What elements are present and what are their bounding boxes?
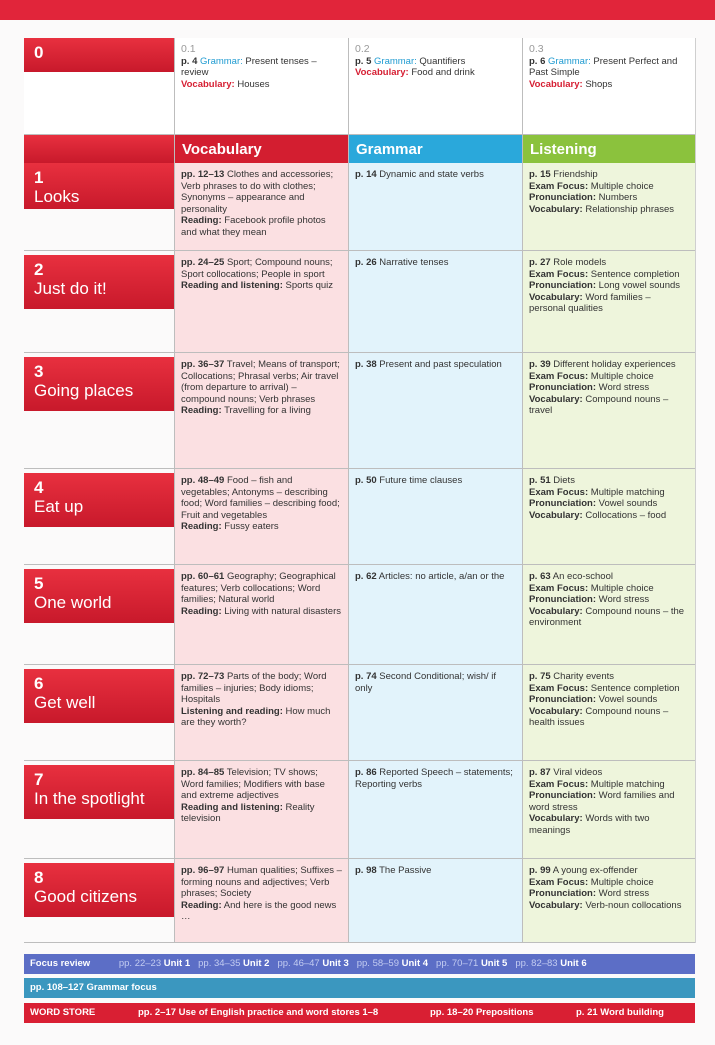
extra-label: Reading and listening:: [181, 280, 283, 291]
focus-review-unit: Unit 6: [560, 958, 587, 969]
word-store-item[interactable]: pp. 18–20 Prepositions: [430, 1007, 534, 1018]
intro-number: 0: [34, 43, 44, 62]
vocab-topics: Sport; Compound nouns; Sport collocations; People in sport: [181, 257, 333, 280]
focus-review-unit: Unit 2: [243, 958, 270, 969]
listening-cell: [522, 761, 695, 858]
listening-topic: A young ex-offender: [552, 865, 638, 876]
intro-col-3: [522, 38, 695, 134]
exam-focus-label: Exam Focus:: [529, 682, 589, 694]
unit-row: [24, 469, 695, 565]
exam-focus-text: Multiple matching: [590, 486, 665, 498]
page-ref: pp. 36–37: [181, 359, 225, 370]
unit-title: Just do it!: [34, 279, 107, 298]
focus-review-pages: pp. 58–59: [356, 958, 399, 969]
page-ref: p. 27: [529, 257, 551, 268]
pronunciation-label: Pronunciation:: [529, 694, 597, 705]
page-ref: pp. 60–61: [181, 571, 225, 582]
unit-number: 8: [34, 868, 44, 887]
pronunciation-label: Pronunciation:: [529, 280, 597, 291]
listening-topic: Role models: [553, 257, 607, 268]
top-color-bar: [0, 0, 715, 20]
vocabulary-label: Vocabulary:: [529, 291, 583, 303]
page-ref: p. 5: [355, 55, 372, 67]
page-ref: p. 74: [355, 671, 377, 682]
grammar-header: Grammar: [348, 135, 522, 163]
unit-number: 1: [34, 168, 44, 187]
vocabulary-text: Word families – personal qualities: [529, 291, 651, 314]
vocabulary-cell: [174, 565, 348, 664]
grammar-cell: [348, 859, 522, 942]
extra-label: Reading:: [181, 605, 222, 617]
unit-title: Looks: [34, 187, 80, 206]
extra-label: Reading and listening:: [181, 801, 283, 813]
grammar-text: Present Perfect and Past Simple: [529, 55, 678, 78]
vocabulary-cell: [174, 859, 348, 942]
unit-cell: [24, 469, 174, 564]
unit-box[interactable]: [24, 765, 174, 819]
unit-box[interactable]: [24, 569, 174, 623]
grammar-topic: Dynamic and state verbs: [379, 169, 484, 180]
intro-unit-cell: [24, 38, 174, 134]
vocabulary-label: Vocabulary:: [529, 203, 583, 215]
intro-row: [24, 38, 695, 135]
page-ref: p. 14: [355, 169, 377, 180]
vocabulary-label: Vocabulary:: [529, 393, 583, 405]
unit-title: In the spotlight: [34, 789, 145, 808]
unit-title: Going places: [34, 381, 134, 400]
unit-title: Good citizens: [34, 887, 137, 906]
page-ref: pp. 12–13: [181, 169, 225, 180]
vocabulary-text: Compound nouns – the environment: [529, 605, 685, 628]
extra-label: Reading:: [181, 899, 222, 911]
listening-cell: [522, 665, 695, 760]
pronunciation-label: Pronunciation:: [529, 594, 597, 605]
unit-number: 4: [34, 478, 44, 497]
grammar-cell: [348, 469, 522, 564]
unit-number: 6: [34, 674, 44, 693]
grammar-topic: Narrative tenses: [379, 257, 449, 268]
vocabulary-cell: [174, 163, 348, 250]
unit-number: 3: [34, 362, 44, 381]
intro-unit-box[interactable]: [24, 38, 174, 72]
grammar-topic: Reported Speech – statements; Reporting verbs: [355, 767, 513, 790]
vocab-topics: Human qualities; Suffixes – forming nouns and adjectives; Verb phrases; Society: [181, 865, 342, 899]
listening-topic: An eco-school: [552, 571, 613, 582]
unit-title: Eat up: [34, 497, 84, 516]
word-store-item[interactable]: p. 21 Word building: [576, 1007, 664, 1018]
vocab-text: Food and drink: [411, 67, 475, 78]
grammar-cell: [348, 665, 522, 760]
exam-focus-label: Exam Focus:: [529, 582, 589, 594]
grammar-cell: [348, 353, 522, 468]
exam-focus-label: Exam Focus:: [529, 268, 589, 280]
grammar-cell: [348, 565, 522, 664]
unit-cell: [24, 353, 174, 468]
grammar-topic: Second Conditional; wish/ if only: [355, 671, 497, 694]
extra-label: Reading:: [181, 521, 222, 532]
vocabulary-label: Vocabulary:: [529, 813, 583, 824]
focus-review-pages: pp. 22–23: [118, 958, 162, 969]
vocabulary-text: Collocations – food: [585, 509, 667, 521]
vocab-topics: Travel; Means of transport; Collocations; Phrasal verbs; Air travel (from departure to arrival) – compound nouns; Verb phrases: [181, 359, 340, 405]
pronunciation-label: Pronunciation:: [529, 498, 597, 509]
grammar-text: Quantifiers: [419, 55, 466, 67]
focus-review-item[interactable]: [111, 958, 190, 969]
grammar-topic: Present and past speculation: [379, 359, 502, 370]
pronunciation-text: Vowel sounds: [598, 498, 658, 509]
extra-label: Reading:: [181, 405, 222, 416]
page-ref: p. 26: [355, 257, 377, 268]
listening-topic: Different holiday experiences: [553, 359, 676, 370]
exam-focus-text: Multiple choice: [590, 180, 654, 192]
page-ref: pp. 48–49: [181, 475, 225, 486]
vocabulary-label: Vocabulary:: [529, 605, 583, 617]
focus-review-unit: Unit 4: [401, 958, 429, 969]
vocabulary-text: Verb-noun collocations: [585, 899, 682, 911]
grammar-label: Grammar:: [548, 55, 591, 67]
extra-label: Reading:: [181, 215, 222, 226]
page-ref: p. 99: [529, 865, 551, 876]
unit-row: [24, 565, 695, 665]
grammar-focus-bar[interactable]: pp. 108–127 Grammar focus: [24, 978, 695, 998]
unit-title: One world: [34, 593, 112, 612]
exam-focus-label: Exam Focus:: [529, 370, 589, 382]
extra-text: Sports quiz: [285, 280, 334, 291]
page-ref: p. 51: [529, 475, 551, 486]
page-ref: p. 6: [529, 55, 546, 67]
exam-focus-text: Multiple choice: [590, 370, 654, 382]
focus-review-item[interactable]: [428, 958, 507, 969]
grammar-label: Grammar:: [374, 55, 417, 67]
exam-focus-text: Multiple choice: [590, 876, 654, 888]
pronunciation-text: Word families and word stress: [529, 790, 675, 813]
unit-cell: [24, 859, 174, 942]
grammar-cell: [348, 163, 522, 250]
contents-table: [24, 38, 696, 943]
vocabulary-cell: [174, 469, 348, 564]
focus-review-unit: Unit 5: [480, 958, 508, 969]
column-header-row: [24, 135, 695, 163]
exam-focus-text: Sentence completion: [590, 268, 680, 280]
vocabulary-label: Vocabulary:: [529, 899, 583, 911]
unit-row: [24, 353, 695, 469]
pronunciation-text: Word stress: [598, 382, 650, 393]
unit-row: [24, 665, 695, 761]
unit-cell: [24, 565, 174, 664]
listening-topic: Charity events: [553, 671, 615, 682]
pronunciation-label: Pronunciation:: [529, 382, 597, 393]
exam-focus-label: Exam Focus:: [529, 778, 589, 790]
page-ref: p. 62: [355, 571, 377, 582]
vocab-topics: Parts of the body; Word families – injuries; Body idioms; Hospitals: [181, 671, 327, 705]
focus-review-items: [111, 958, 587, 969]
extra-label: Listening and reading:: [181, 705, 283, 717]
exam-focus-label: Exam Focus:: [529, 876, 589, 888]
focus-review-item[interactable]: [269, 958, 348, 969]
page-ref: p. 98: [355, 865, 377, 876]
vocab-label: Vocabulary:: [355, 67, 409, 78]
unit-row: [24, 163, 695, 251]
vocab-topics: Television; TV shows; Word families; Modifiers with base and extreme adjectives: [181, 767, 325, 801]
extra-text: And here is the good news …: [181, 899, 337, 922]
pronunciation-text: Long vowel sounds: [598, 280, 681, 291]
exam-focus-label: Exam Focus:: [529, 486, 589, 498]
unit-box[interactable]: [24, 669, 174, 723]
vocabulary-label: Vocabulary:: [529, 509, 583, 521]
vocabulary-text: Compound nouns – health issues: [529, 705, 669, 728]
exam-focus-text: Multiple matching: [590, 778, 665, 790]
vocabulary-text: Compound nouns – travel: [529, 393, 669, 416]
unit-row: [24, 251, 695, 353]
exam-focus-text: Sentence completion: [590, 682, 680, 694]
page-ref: p. 63: [529, 571, 551, 582]
focus-review-pages: pp. 34–35: [198, 958, 241, 969]
focus-review-item[interactable]: [507, 958, 586, 969]
unit-number: 2: [34, 260, 44, 279]
vocabulary-cell: [174, 761, 348, 858]
unit-cell: [24, 163, 174, 250]
section-code: 0.3: [529, 43, 544, 55]
grammar-text: Present tenses – review: [181, 55, 317, 78]
pronunciation-label: Pronunciation:: [529, 192, 597, 203]
focus-review-bar: [24, 954, 695, 974]
focus-review-label: Focus review: [30, 958, 91, 969]
vocabulary-text: Relationship phrases: [585, 203, 675, 215]
unit-title: Get well: [34, 693, 96, 712]
pronunciation-text: Word stress: [598, 594, 650, 605]
listening-cell: [522, 859, 695, 942]
page-ref: p. 75: [529, 671, 551, 682]
extra-text: Living with natural disasters: [224, 605, 341, 617]
grammar-topic: Articles: no article, a/an or the: [378, 571, 505, 582]
section-code: 0.1: [181, 43, 196, 55]
intro-col-1: [174, 38, 348, 134]
listening-cell: [522, 163, 695, 250]
vocab-label: Vocabulary:: [181, 78, 235, 90]
exam-focus-text: Multiple choice: [590, 582, 654, 594]
focus-review-unit: Unit 1: [163, 958, 191, 969]
extra-text: Fussy eaters: [224, 521, 279, 532]
pronunciation-text: Vowel sounds: [598, 694, 658, 705]
page-ref: p. 86: [355, 767, 377, 778]
unit-row: [24, 761, 695, 859]
unit-box[interactable]: [24, 163, 174, 209]
pronunciation-text: Numbers: [598, 192, 638, 203]
page-ref: pp. 84–85: [181, 767, 225, 778]
focus-review-pages: pp. 46–47: [277, 958, 320, 969]
vocabulary-cell: [174, 665, 348, 760]
listening-header: Listening: [522, 135, 695, 163]
vocab-text: Houses: [237, 78, 270, 90]
extra-text: How much are they worth?: [181, 705, 331, 728]
page-ref: p. 4: [181, 55, 198, 67]
listening-cell: [522, 469, 695, 564]
word-store-item[interactable]: pp. 2–17 Use of English practice and word stores 1–8: [138, 1007, 379, 1018]
unit-box[interactable]: [24, 863, 174, 917]
unit-box[interactable]: [24, 255, 174, 309]
intro-col-2: [348, 38, 522, 134]
listening-cell: [522, 353, 695, 468]
focus-review-pages: pp. 70–71: [436, 958, 479, 969]
extra-text: Reality television: [181, 801, 315, 824]
page-ref: p. 38: [355, 359, 377, 370]
page-ref: p. 39: [529, 359, 551, 370]
page-ref: p. 15: [529, 169, 551, 180]
vocabulary-cell: [174, 353, 348, 468]
unit-cell: [24, 665, 174, 760]
unit-cell: [24, 251, 174, 352]
focus-review-pages: pp. 82–83: [515, 958, 558, 969]
vocab-label: Vocabulary:: [529, 78, 583, 90]
word-store-bar: [24, 1003, 695, 1023]
vocabulary-label: Vocabulary:: [529, 705, 583, 717]
unit-cell: [24, 761, 174, 858]
pronunciation-label: Pronunciation:: [529, 790, 597, 801]
unit-number: 5: [34, 574, 44, 593]
pronunciation-text: Word stress: [598, 888, 650, 899]
page-ref: pp. 24–25: [181, 257, 225, 268]
listening-cell: [522, 565, 695, 664]
grammar-label: Grammar:: [200, 55, 243, 67]
grammar-topic: The Passive: [379, 865, 432, 876]
page-ref: p. 87: [529, 767, 551, 778]
pronunciation-label: Pronunciation:: [529, 888, 597, 899]
listening-cell: [522, 251, 695, 352]
vocab-topics: Clothes and accessories; Verb phrases to do with clothes; Synonyms – appearance and personality: [181, 169, 334, 215]
unit-box[interactable]: [24, 357, 174, 411]
extra-text: Facebook profile photos and what they mean: [181, 215, 326, 238]
page-ref: p. 50: [355, 475, 377, 486]
listening-topic: Diets: [553, 475, 575, 486]
page-ref: pp. 72–73: [181, 671, 225, 682]
vocabulary-text: Words with two meanings: [529, 813, 650, 836]
listening-topic: Viral videos: [553, 767, 603, 778]
unit-number: 7: [34, 770, 44, 789]
vocabulary-header: Vocabulary: [174, 135, 348, 163]
page-ref: pp. 96–97: [181, 865, 225, 876]
exam-focus-label: Exam Focus:: [529, 180, 589, 192]
vocab-topics: Food – fish and vegetables; Antonyms – describing food; Word families – describing food; Fruit and vegetables: [181, 475, 340, 521]
unit-row: [24, 859, 695, 943]
focus-review-item[interactable]: [349, 958, 428, 969]
vocabulary-cell: [174, 251, 348, 352]
focus-review-item[interactable]: [190, 958, 269, 969]
grammar-cell: [348, 761, 522, 858]
extra-text: Travelling for a living: [224, 405, 311, 416]
grammar-cell: [348, 251, 522, 352]
vocab-text: Shops: [585, 78, 613, 90]
units-list: [24, 163, 695, 943]
header-spacer: [24, 135, 174, 163]
section-code: 0.2: [355, 43, 370, 55]
grammar-topic: Future time clauses: [379, 475, 463, 486]
listening-topic: Friendship: [553, 169, 598, 180]
unit-box[interactable]: [24, 473, 174, 527]
vocab-topics: Geography; Geographical features; Verb collocations; Word families; Natural world: [181, 571, 336, 605]
focus-review-unit: Unit 3: [322, 958, 349, 969]
word-store-label: WORD STORE: [30, 1007, 96, 1018]
